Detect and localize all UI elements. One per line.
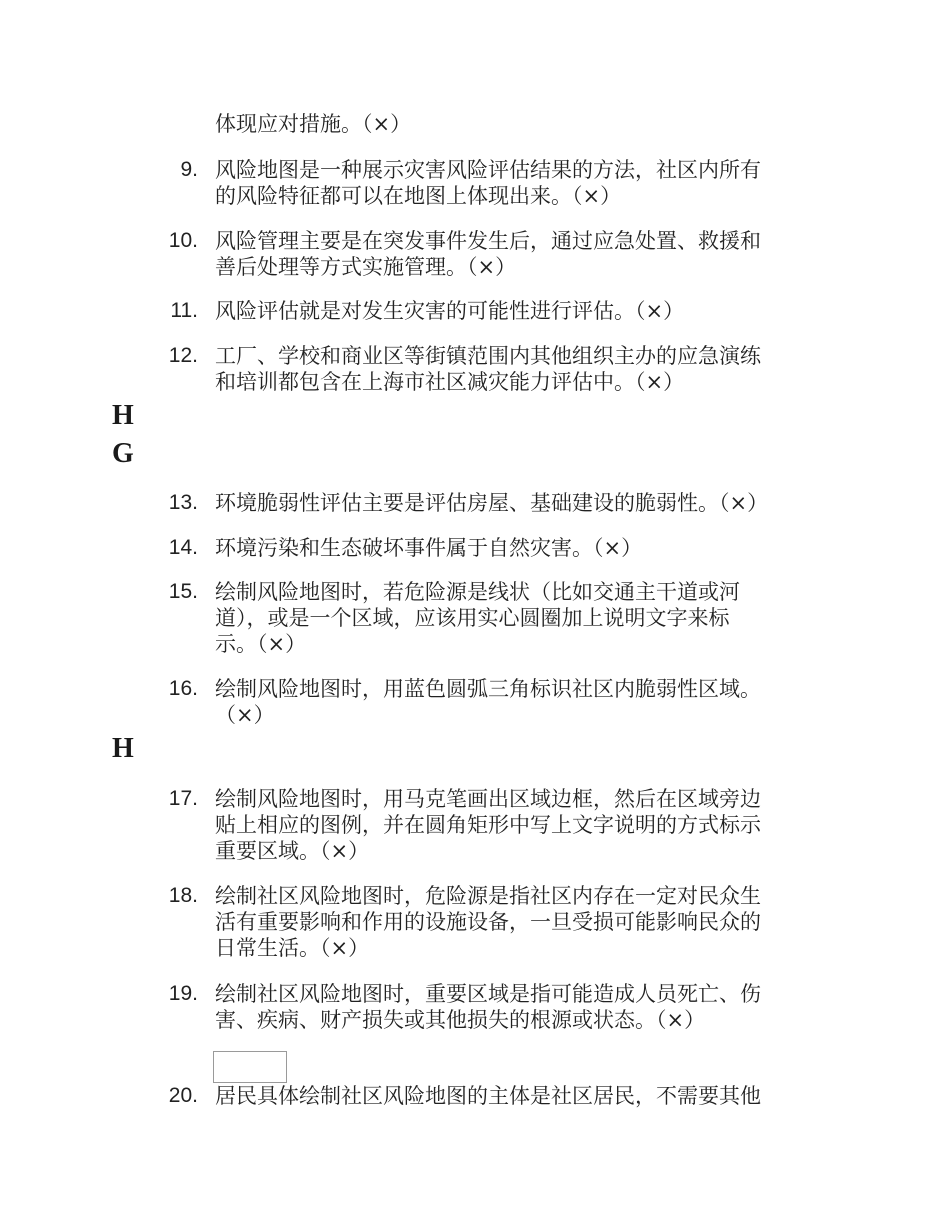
item-18-line-2: 活有重要影响和作用的设施设备，一旦受损可能影响民众的: [215, 910, 761, 934]
item-number-19: 19.: [168, 982, 198, 1005]
section-heading-g: G: [112, 438, 134, 469]
item-15-line-2: 道），或是一个区域，应该用实心圆圈加上说明文字来标: [215, 606, 730, 630]
item-18-line-3: 日常生活。（×）: [215, 936, 370, 960]
item-17-line-2: 贴上相应的图例，并在圆角矩形中写上文字说明的方式标示: [215, 813, 761, 837]
item-number-12: 12.: [168, 344, 198, 367]
item-17-line-3: 重要区域。（×）: [215, 839, 370, 863]
item-16-line-2: （×）: [215, 703, 275, 727]
item-11-line-1: 风险评估就是对发生灾害的可能性进行评估。（×）: [215, 299, 685, 323]
item-12-line-2: 和培训都包含在上海市社区减灾能力评估中。（×）: [215, 370, 685, 394]
item-number-15: 15.: [168, 580, 198, 603]
item-number-17: 17.: [168, 787, 198, 810]
item-10-line-2: 善后处理等方式实施管理。（×）: [215, 255, 517, 279]
item-number-20: 20.: [168, 1084, 198, 1107]
item-19-line-2: 害、疾病、财产损失或其他损失的根源或状态。（×）: [215, 1008, 706, 1032]
section-heading-h: H: [112, 400, 134, 431]
item-15-line-1: 绘制风险地图时，若危险源是线状（比如交通主干道或河: [215, 580, 740, 604]
item-9-line-1: 风险地图是一种展示灾害风险评估结果的方法，社区内所有: [215, 158, 761, 182]
item-12-line-1: 工厂、学校和商业区等街镇范围内其他组织主办的应急演练: [215, 344, 761, 368]
item-18-line-1: 绘制社区风险地图时，危险源是指社区内存在一定对民众生: [215, 884, 761, 908]
item-number-10: 10.: [168, 229, 198, 252]
item-number-14: 14.: [168, 536, 198, 559]
item-20-line-1: 居民具体绘制社区风险地图的主体是社区居民，不需要其他: [215, 1084, 761, 1108]
item-13-line-1: 环境脆弱性评估主要是评估房屋、基础建设的脆弱性。（×）: [215, 491, 769, 515]
section-heading-h-2: H: [112, 733, 134, 764]
item-14-line-1: 环境污染和生态破坏事件属于自然灾害。（×）: [215, 536, 643, 560]
item-9-line-2: 的风险特征都可以在地图上体现出来。（×）: [215, 184, 622, 208]
item-number-11: 11.: [170, 299, 198, 322]
item-19-line-1: 绘制社区风险地图时，重要区域是指可能造成人员死亡、伤: [215, 982, 761, 1006]
item-16-line-1: 绘制风险地图时，用蓝色圆弧三角标识社区内脆弱性区域。: [215, 677, 761, 701]
continuation-text: 体现应对措施。（×）: [215, 112, 412, 136]
item-15-line-3: 示。（×）: [215, 632, 307, 656]
item-number-9: 9.: [180, 158, 198, 181]
item-10-line-1: 风险管理主要是在突发事件发生后，通过应急处置、救援和: [215, 229, 761, 253]
item-number-16: 16.: [168, 677, 198, 700]
item-number-18: 18.: [168, 884, 198, 907]
item-number-13: 13.: [168, 491, 198, 514]
item-17-line-1: 绘制风险地图时，用马克笔画出区域边框，然后在区域旁边: [215, 787, 761, 811]
empty-box: [213, 1051, 287, 1083]
